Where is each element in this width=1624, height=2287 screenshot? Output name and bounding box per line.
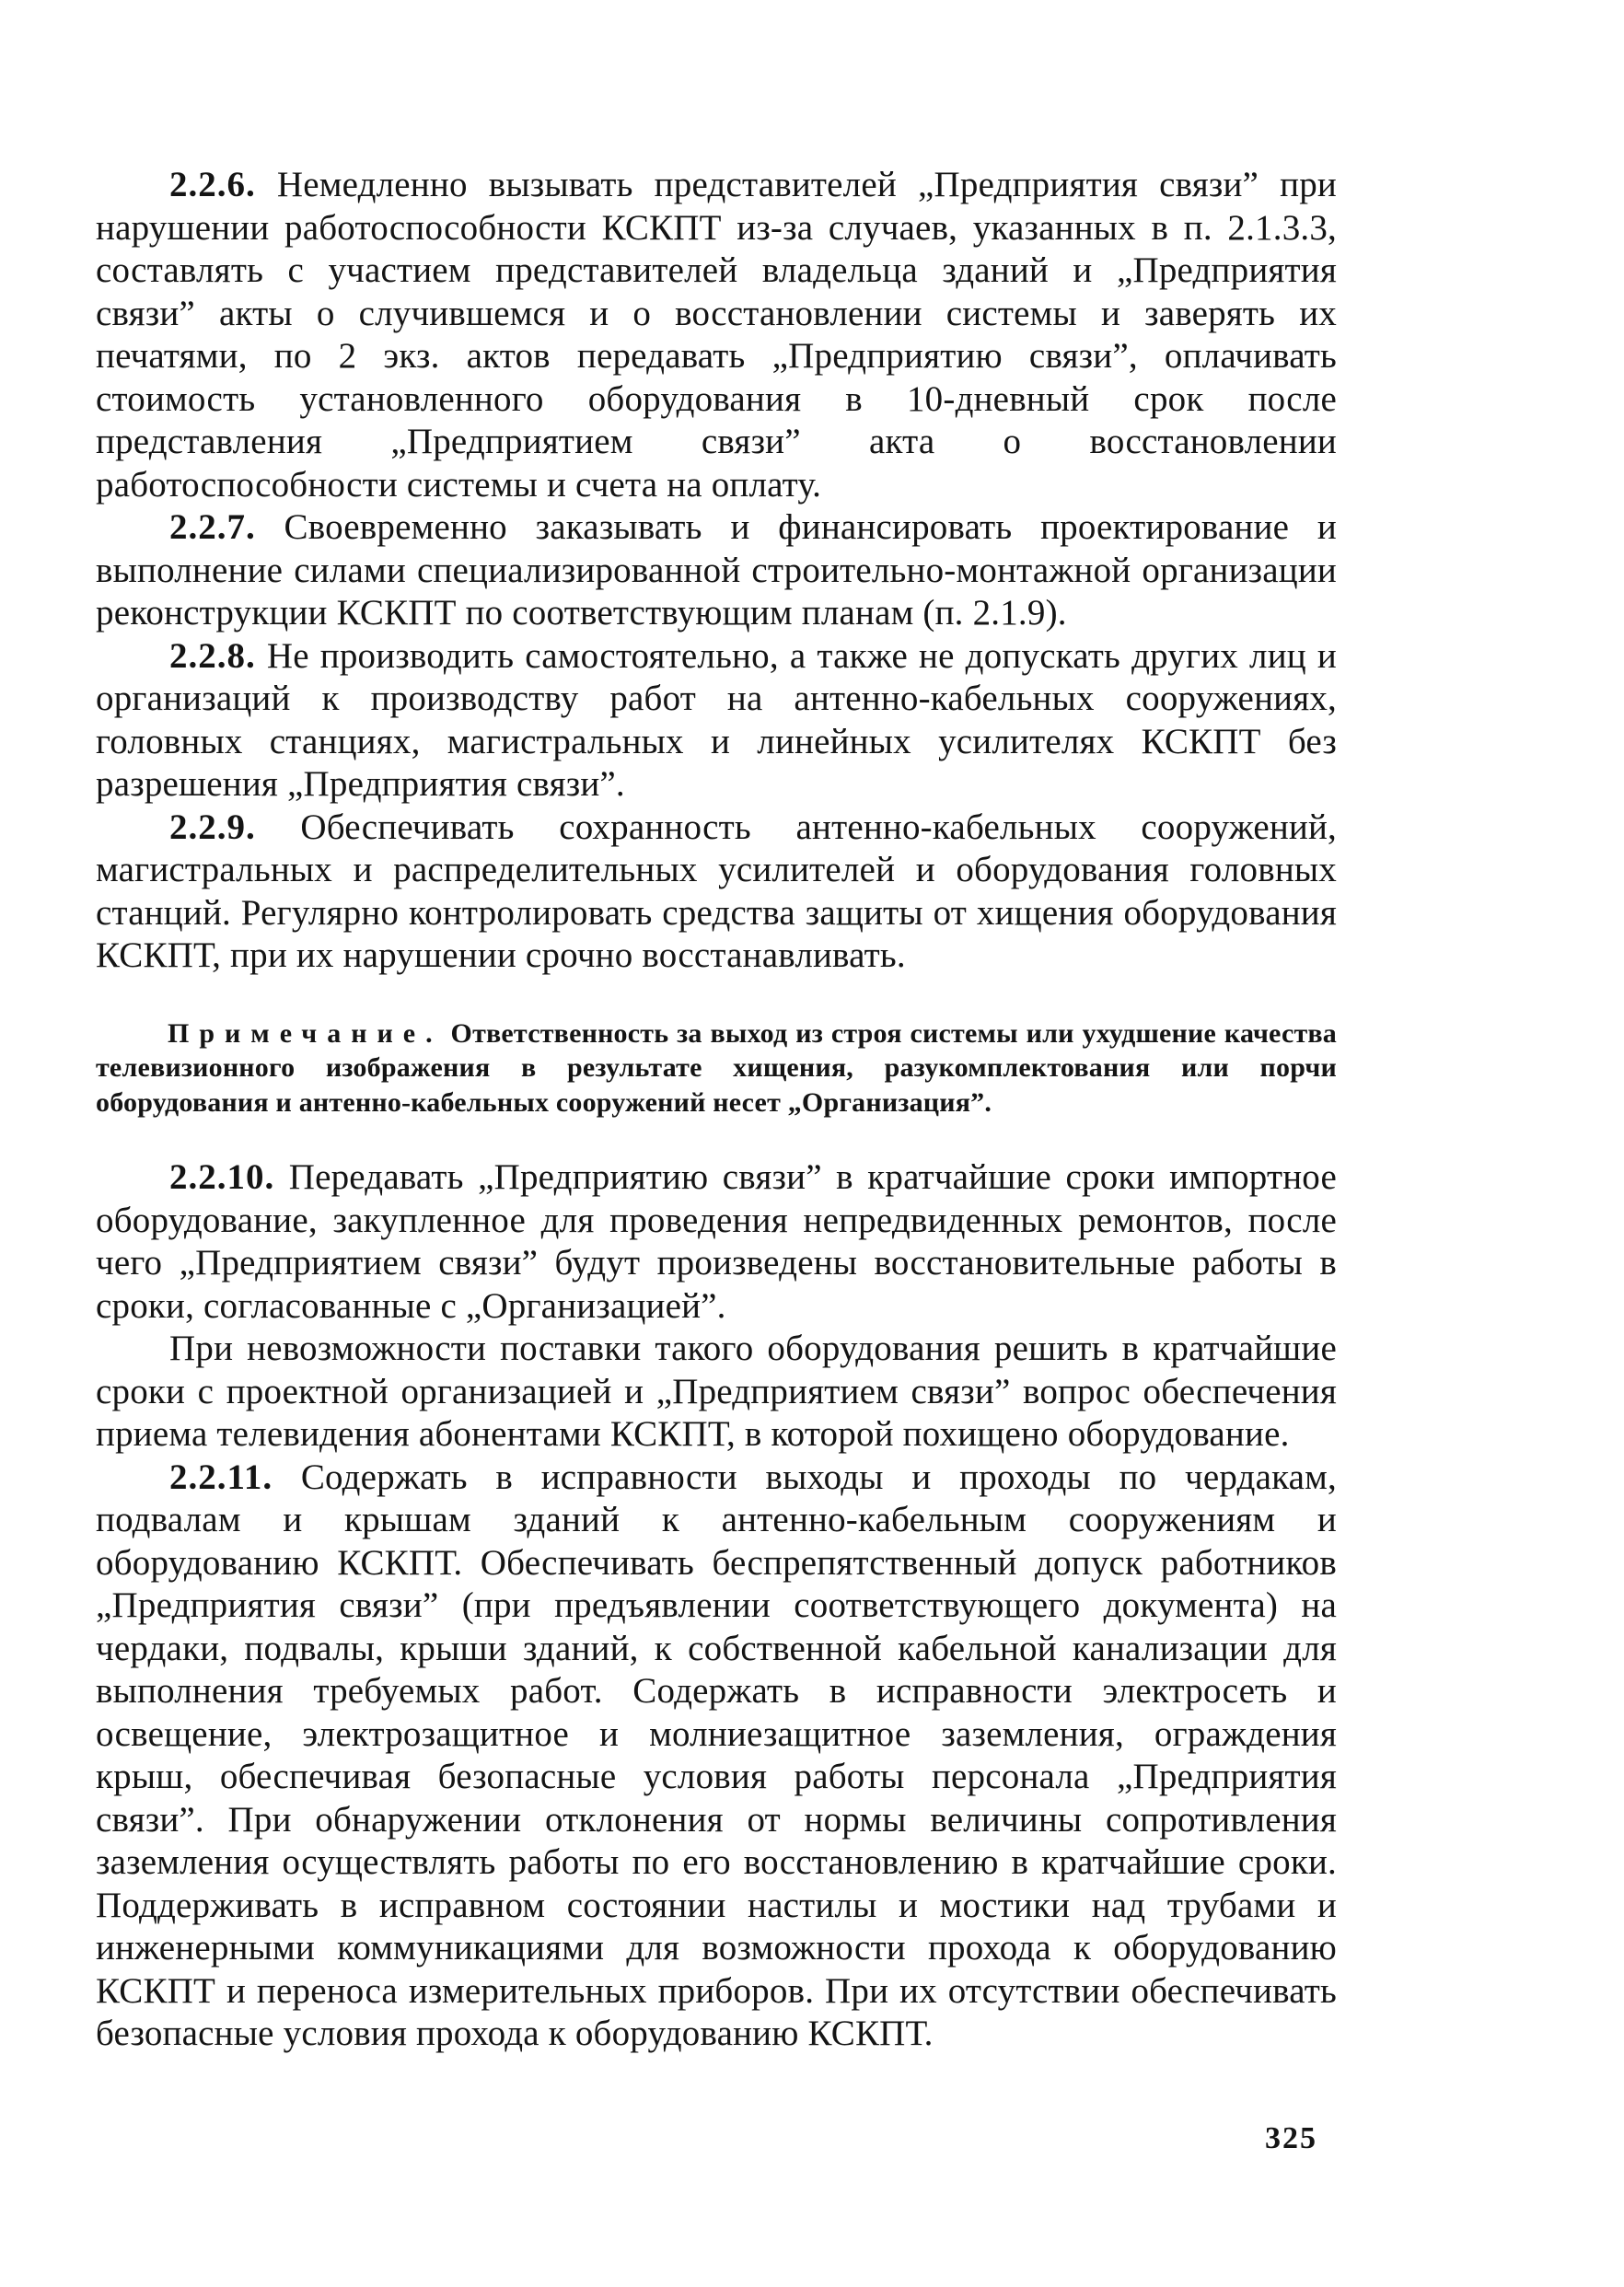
paragraph-text: Не производить самостоятельно, а также не допускать других лиц и организаций к производству работ на антенно-кабельных сооружениях, головных станциях, магистральных и линейных усилителях КСКПТ без разрешения „Предприятия связи”. [96, 635, 1337, 804]
paragraph-text: Обеспечивать сохранность антенно-кабельных сооружений, магистральных и распределительных усилителей и оборудования головных станций. Регулярно контролировать средства защиты от хищения оборудования КСКПТ, при их нарушении срочно восстанавливать. [96, 807, 1337, 975]
clause-number: 2.2.10. [169, 1157, 275, 1197]
note-text: Ответственность за выход из строя системы или ухудшение качества телевизионного изображения в результате хищения, разукомплектования или порчи оборудования и антенно-кабельных сооружений несет „Организация”. [96, 1017, 1337, 1118]
clause-number: 2.2.8. [169, 635, 256, 676]
paragraph-text: Своевременно заказывать и финансировать проектирование и выполнение силами специализированной строительно-монтажной организации реконструкции КСКПТ по соответствующим планам (п. 2.1.9). [96, 507, 1338, 633]
paragraph-2-2-11 [96, 1457, 1337, 2056]
paragraph-2-2-7 [96, 506, 1337, 635]
note-label: Примечание. [168, 1017, 443, 1049]
paragraph-2-2-10-continuation [96, 1328, 1337, 1457]
clause-number: 2.2.9. [169, 807, 256, 847]
paragraph-text: Передавать „Предприятию связи” в кратчайшие сроки импортное оборудование, закупленное для проведения непредвиденных ремонтов, после чего „Предприятием связи” будут произведены восстановительные работы в сроки, согласованные с „Организацией”. [96, 1157, 1337, 1326]
note [96, 1016, 1337, 1120]
clause-number: 2.2.7. [169, 507, 256, 547]
paragraph-2-2-6 [96, 164, 1337, 506]
paragraph-text: Немедленно вызывать представителей „Предприятия связи” при нарушении работоспособности КСКПТ из-за случаев, указанных в п. 2.1.3.3, составлять с участием представителей владельца зданий и „Предприятия связи” акты о случившемся и о восстановлении системы и заверять их печатями, по 2 экз. актов передавать „Предприятию связи”, оплачивать стоимость установленного оборудования в 10-дневный срок после представления „Предприятием связи” акта о восстановлении работоспособности системы и счета на оплату. [96, 165, 1337, 505]
paragraph-2-2-9 [96, 807, 1337, 978]
paragraph-2-2-8 [96, 635, 1337, 807]
clause-number: 2.2.11. [169, 1457, 273, 1497]
page-number: 325 [1265, 2121, 1317, 2155]
paragraph-text: При невозможности поставки такого оборудования решить в кратчайшие сроки с проектной организацией и „Предприятием связи” вопрос обеспечения приема телевидения абонентами КСКПТ, в которой похищено оборудование. [96, 1329, 1337, 1454]
document-page [96, 164, 1337, 2056]
paragraph-text: Содержать в исправности выходы и проходы по чердакам, подвалам и крышам зданий к антенно-кабельным сооружениям и оборудованию КСКПТ. Обеспечивать беспрепятственный допуск работников „Предприятия связи” (при предъявлении соответствующего документа) на чердаки, подвалы, крыши зданий, к собственной кабельной канализации для выполнения требуемых работ. Содержать в исправности электросеть и освещение, электрозащитное и молниезащитное заземления, ограждения крыш, обеспечивая безопасные условия работы персонала „Предприятия связи”. При обнаружении отклонения от нормы величины сопротивления заземления осуществлять работы по его восстановлению в кратчайшие сроки. Поддерживать в исправном состоянии настилы и мостики над трубами и инженерными коммуникациями для возможности прохода к оборудованию КСКПТ и переноса измерительных приборов. При их отсутствии обеспечивать безопасные условия прохода к оборудованию КСКПТ. [96, 1457, 1338, 2053]
paragraph-2-2-10 [96, 1156, 1337, 1328]
clause-number: 2.2.6. [169, 165, 256, 204]
